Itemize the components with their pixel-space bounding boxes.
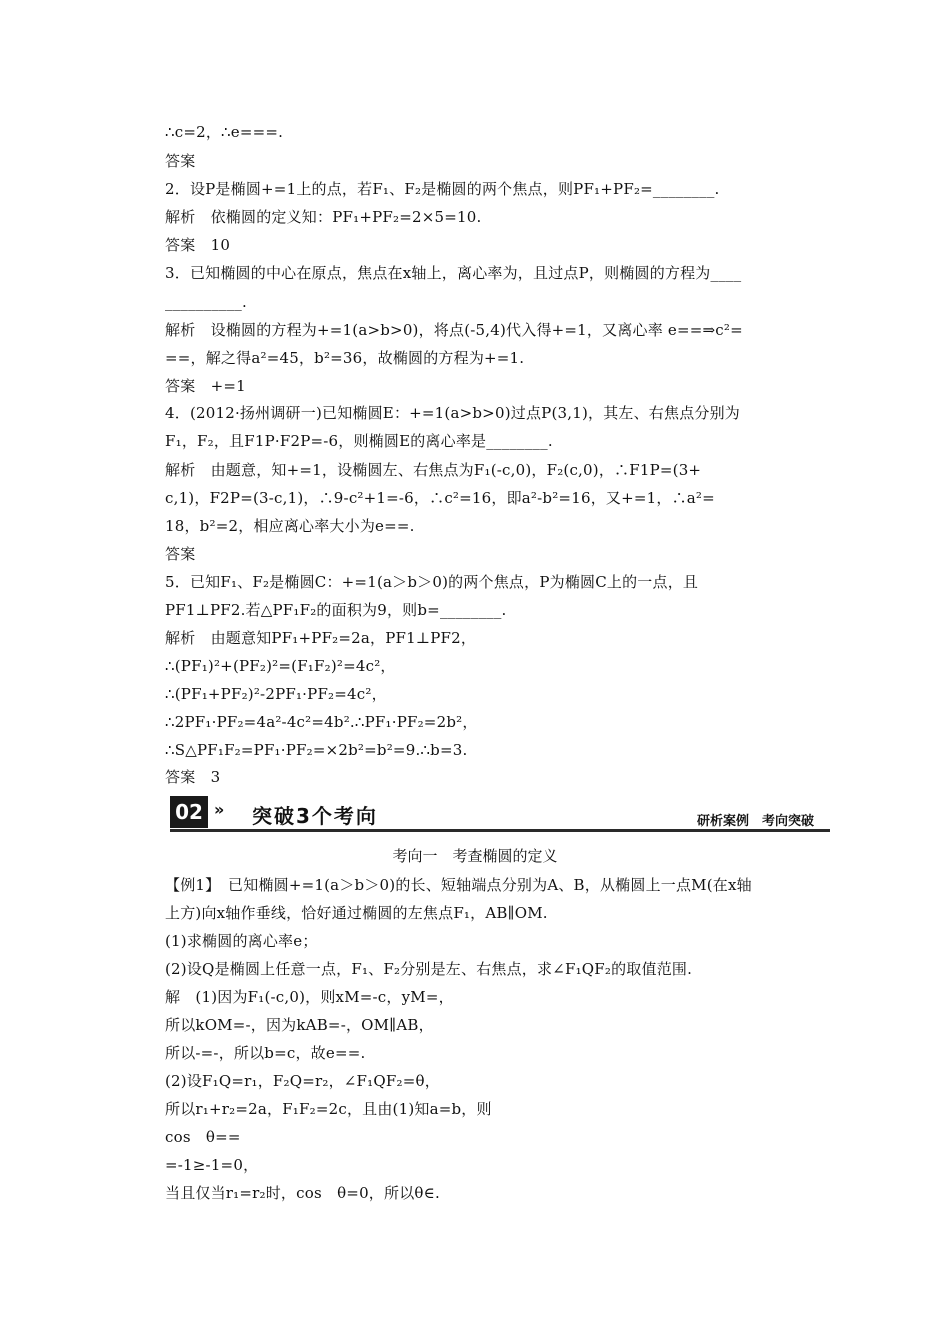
text-line: 【例1】 已知椭圆+=1(a＞b＞0)的长、短轴端点分别为A、B，从椭圆上一点M(在x轴 (165, 876, 752, 894)
text-line: (2)设Q是椭圆上任意一点，F₁、F₂分别是左、右焦点，求∠F₁QF₂的取值范围. (165, 960, 693, 978)
text-line: (2)设F₁Q=r₁，F₂Q=r₂，∠F₁QF₂=θ， (165, 1072, 440, 1090)
text-line: 答案 (165, 545, 196, 563)
text-line: (1)求椭圆的离心率e； (165, 932, 318, 950)
text-line: 当且仅当r₁=r₂时，cos θ=0，所以θ∈. (165, 1184, 440, 1202)
text-line: 答案 10 (165, 236, 231, 254)
text-line: 所以-=-，所以b=c，故e==. (165, 1044, 366, 1062)
text-line: __________. (165, 293, 247, 311)
text-line: 解 (1)因为F₁(-c,0)，则xM=-c，yM=， (165, 988, 454, 1006)
text-line: 2．设P是椭圆+=1上的点，若F₁、F₂是椭圆的两个焦点，则PF₁+PF₂=________. (165, 180, 720, 198)
banner-subtitle: 研析案例 考向突破 (696, 814, 814, 829)
banner-title: 突破3个考向 (252, 804, 378, 828)
section-number-badge: 02 (170, 796, 208, 828)
double-arrow-icon: » (214, 800, 225, 819)
text-line: ==，解之得a²=45，b²=36，故椭圆的方程为+=1. (165, 349, 525, 367)
text-line: 解析 由题意，知+=1，设椭圆左、右焦点为F₁(-c,0)，F₂(c,0)，∴F1P=(3+ (165, 461, 702, 479)
text-line: ∴(PF₁+PF₂)²-2PF₁·PF₂=4c²， (165, 685, 387, 703)
text-line: 答案 +=1 (165, 377, 246, 395)
section-banner (170, 796, 830, 832)
text-line: =-1≥-1=0， (165, 1156, 259, 1174)
text-line: ∴S△PF₁F₂=PF₁·PF₂=×2b²=b²=9.∴b=3. (165, 741, 468, 759)
text-line: 所以r₁+r₂=2a，F₁F₂=2c，且由(1)知a=b，则 (165, 1100, 492, 1118)
text-line: 上方)向x轴作垂线，恰好通过椭圆的左焦点F₁，AB∥OM. (165, 904, 548, 922)
banner-rule (170, 829, 830, 832)
text-line: 4．(2012·扬州调研一)已知椭圆E：+=1(a>b>0)过点P(3,1)，其左、右焦点分别为 (165, 404, 741, 422)
text-line: 5．已知F₁、F₂是椭圆C：+=1(a＞b＞0)的两个焦点，P为椭圆C上的一点，且 (165, 573, 699, 591)
text-line: PF1⊥PF2.若△PF₁F₂的面积为9，则b=________. (165, 601, 507, 619)
text-line: 3．已知椭圆的中心在原点，焦点在x轴上，离心率为，且过点P，则椭圆的方程为____ (165, 264, 742, 282)
text-line: 解析 依椭圆的定义知：PF₁+PF₂=2×5=10. (165, 208, 482, 226)
text-line: 答案 (165, 152, 196, 170)
text-line: ∴(PF₁)²+(PF₂)²=(F₁F₂)²=4c²， (165, 657, 396, 675)
text-line: ∴2PF₁·PF₂=4a²-4c²=4b².∴PF₁·PF₂=2b²， (165, 713, 478, 731)
text-line: 解析 由题意知PF₁+PF₂=2a，PF1⊥PF2， (165, 629, 477, 647)
text-line: 所以kOM=-，因为kAB=-，OM∥AB， (165, 1016, 434, 1034)
text-line: c,1)，F2P=(3-c,1)，∴9-c²+1=-6，∴c²=16，即a²-b²=16，又+=1，∴a²= (165, 489, 715, 507)
section-title: 考向一 考查椭圆的定义 (392, 847, 558, 865)
text-line: ∴c=2，∴e===. (165, 123, 284, 141)
text-line: 解析 设椭圆的方程为+=1(a>b>0)，将点(-5,4)代入得+=1，又离心率 e==⇒c²= (165, 321, 743, 339)
text-line: cos θ== (165, 1128, 241, 1146)
text-line: F₁，F₂，且F1P·F2P=-6，则椭圆E的离心率是________. (165, 432, 553, 450)
text-line: 答案 3 (165, 768, 221, 786)
text-line: 18，b²=2，相应离心率大小为e==. (165, 517, 415, 535)
